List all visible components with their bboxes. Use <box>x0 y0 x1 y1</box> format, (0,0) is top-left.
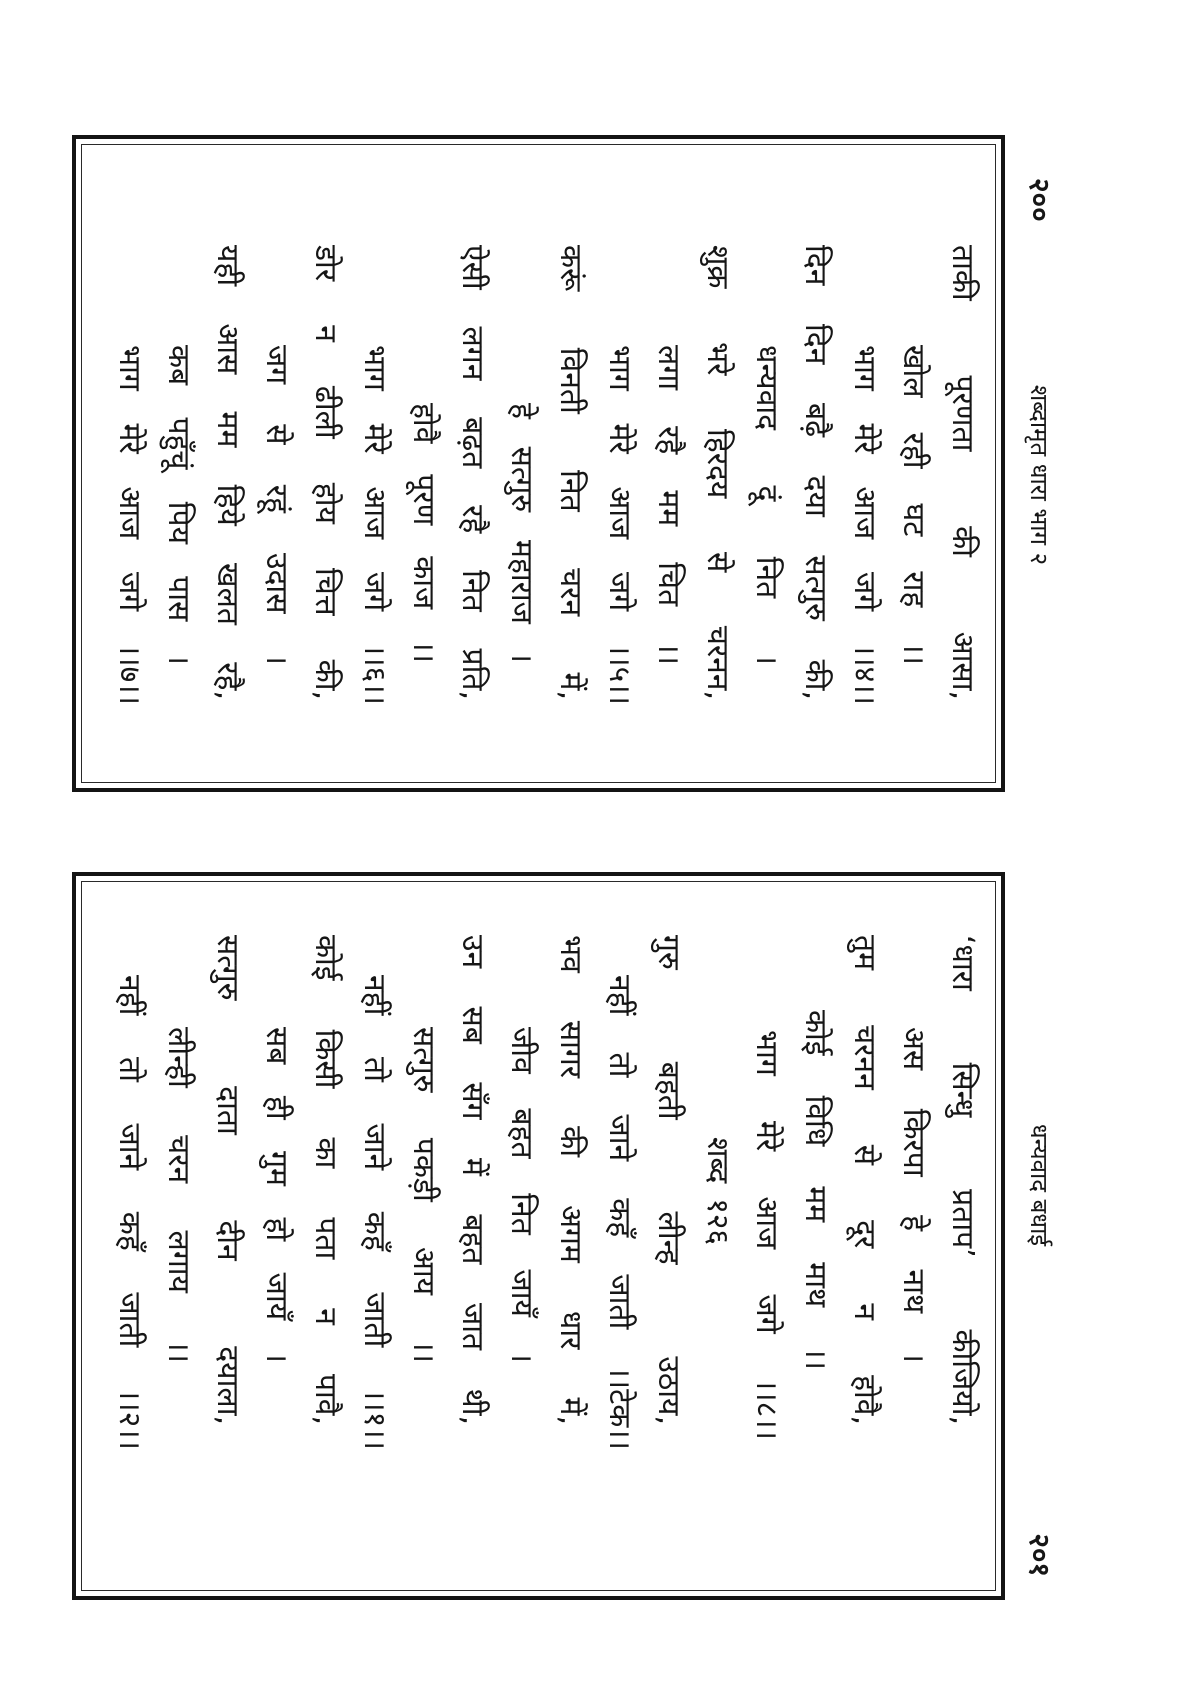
running-title: धन्यवाद बधाई <box>1025 1123 1053 1247</box>
refrain-line: भाग मेरे आज जगे ।।७।। <box>112 345 147 705</box>
verse-line: भव सागर की अगम धार में, <box>553 935 588 1425</box>
verse-line: जीव बहत नित जायँ । <box>504 1027 539 1363</box>
verse-line: लगा रहै मम चित ।। <box>651 345 686 665</box>
verse-line: करूं विनती नित चरन में, <box>553 245 588 700</box>
verse-line: सत्गुरु दाता दीन दयाला, <box>210 935 245 1425</box>
verse-line: ऐसी लगन बढ़त रहै नित प्रति, <box>455 245 490 700</box>
refrain-line: भाग मेरे आज जगे ।।५।। <box>602 345 637 705</box>
verse-line: गुरु बहती लीन्ह उठाय, <box>651 935 686 1425</box>
verse-line: तुम चरनन से दूर न होवै, <box>847 935 882 1425</box>
verse-line: होवै पूरण काज ।। <box>406 403 441 663</box>
verse-line: अस किरपा हे नाथ । <box>896 1027 931 1363</box>
verse-line: सब ही गुम हो जायँ । <box>259 1027 294 1363</box>
page-201 <box>62 865 1075 1607</box>
page-number: २०१ <box>1023 1533 1056 1577</box>
verse-line: हे सत्गुरु महाराज । <box>504 403 539 663</box>
verse-line: धन्यवाद दूं नित । <box>749 345 784 665</box>
page-200 <box>62 128 1075 800</box>
verse-line: यही आस मम हिये खलत रहै, <box>210 245 245 700</box>
refrain-line: नहीं तो जाने कहँ जाती ।।टेक।। <box>602 975 637 1450</box>
refrain-line: भाग मेरे आज जगे ।।४।। <box>847 345 882 705</box>
verse-line: दिन दिन बढ़ै दया सत्गुरु की, <box>798 245 833 700</box>
refrain-line: भाग मेरे आज जगे ।।६।। <box>357 345 392 705</box>
verse-line: कब पहुँचूं पिय पास । <box>161 345 196 665</box>
refrain-line: नहीं तो जाने कहँ जाती ।।१।। <box>357 975 392 1450</box>
verse-line: कोई किसी का पता न पावै, <box>308 935 343 1425</box>
verse-line: सत्गुरु पकड़ी आय ।। <box>406 1027 441 1363</box>
page-number: २०० <box>1023 178 1056 222</box>
shabd-heading: शब्द १२६ <box>700 1137 735 1245</box>
verse-line: डोर न ढीली होय चित्त की, <box>308 245 343 700</box>
verse-block <box>105 865 987 1607</box>
verse-line: ‘धारा सिन्धु प्रताप’ कीजियो, <box>945 935 980 1425</box>
verse-line: शुक्र भरे हिरदय से चरनन, <box>700 245 735 700</box>
running-title: शब्दामृत धारा भाग २ <box>1025 384 1053 566</box>
verse-line: लीन्ही चरन लगाय ।। <box>161 1027 196 1363</box>
verse-line: ताकी पूरणता की आसा, <box>945 245 980 700</box>
verse-line: जग से रहूं उदास । <box>259 345 294 665</box>
verse-line: खोल रही घट राह ।। <box>896 345 931 665</box>
refrain-line: भाग मेरे आज जगे ।।८।। <box>749 1030 784 1440</box>
refrain-line: नहीं तो जाने कहँ जाती ।।२।। <box>112 975 147 1450</box>
verse-block <box>105 128 987 800</box>
verse-line: उन सब सँग में बहत जात थी, <box>455 935 490 1425</box>
verse-line: कोई विधि मम माथ ।। <box>798 1010 833 1370</box>
